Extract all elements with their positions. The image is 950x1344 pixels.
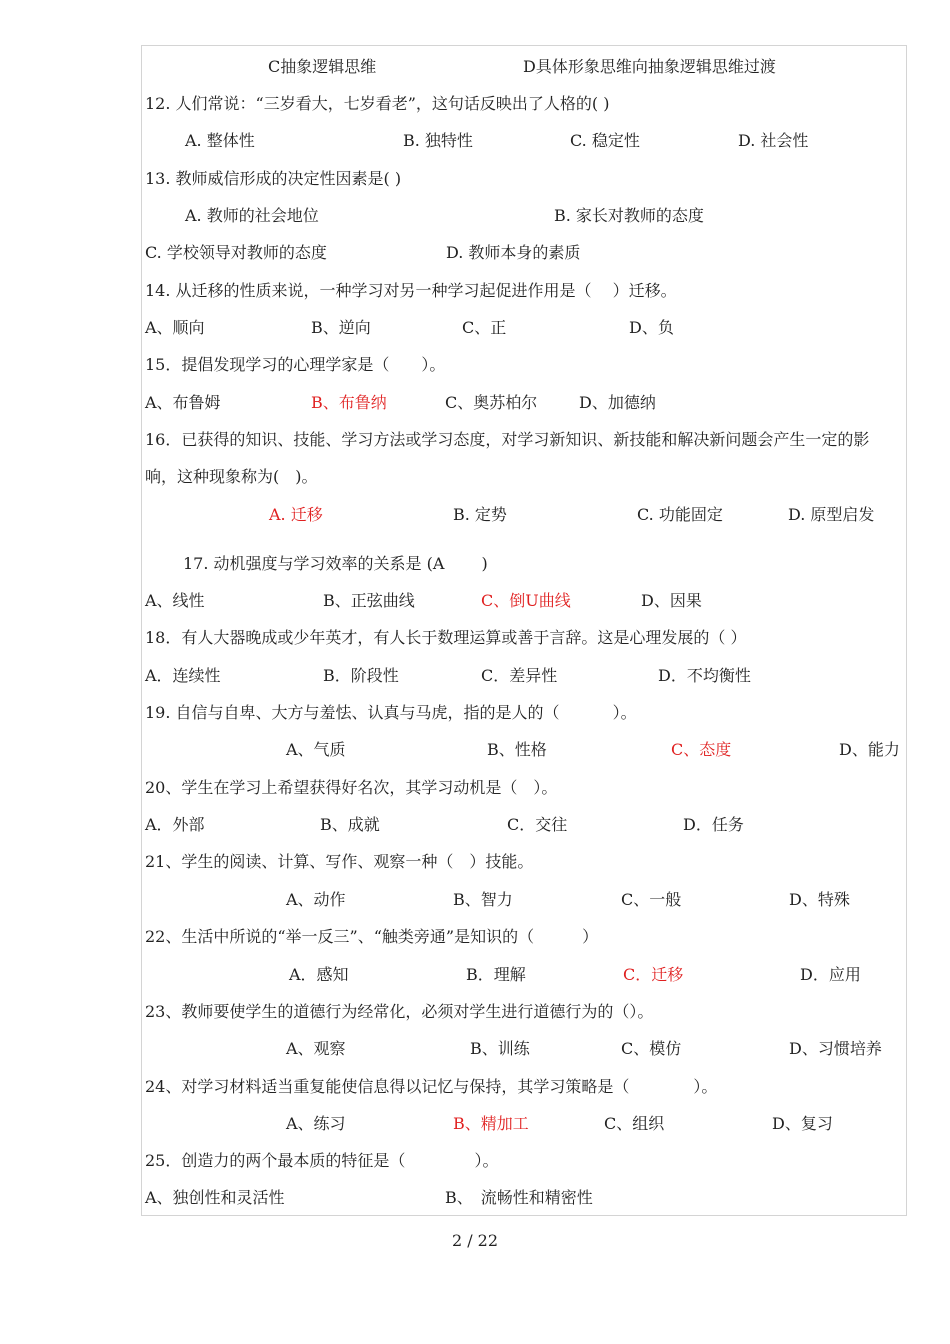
q19-option-d: D、能力 <box>839 740 900 759</box>
q13-option-c: C. 学校领导对教师的态度 <box>145 243 327 262</box>
q15-option-d: D、加德纳 <box>579 393 656 412</box>
question-17: 17. 动机强度与学习效率的关系是 (A ) <box>183 554 488 573</box>
q19-option-b: B、性格 <box>487 740 547 759</box>
q13-option-a: A. 教师的社会地位 <box>185 206 319 225</box>
q14-option-d: D、负 <box>629 318 674 337</box>
q19-option-c-answer: C、态度 <box>671 740 732 759</box>
q22-option-c-answer: C．迁移 <box>623 965 684 984</box>
q14-option-a: A、顺向 <box>145 318 205 337</box>
q18-option-d: D．不均衡性 <box>658 666 751 685</box>
q13-option-b: B. 家长对教师的态度 <box>554 206 704 225</box>
q17-option-b: B、正弦曲线 <box>323 591 415 610</box>
q12-option-d: D. 社会性 <box>738 131 809 150</box>
q12-option-b: B. 独特性 <box>403 131 473 150</box>
question-16-line1: 16．已获得的知识、技能、学习方法或学习态度，对学习新知识、新技能和解决新问题会产生一定的影 <box>145 430 870 449</box>
question-20: 20、学生在学习上希望获得好名次，其学习动机是（ ）。 <box>145 778 558 797</box>
q23-option-a: A、观察 <box>286 1039 346 1058</box>
q15-option-b-answer: B、布鲁纳 <box>311 393 387 412</box>
q17-option-c-answer: C、倒U曲线 <box>481 591 571 610</box>
q25-option-b: B、 流畅性和精密性 <box>445 1188 593 1207</box>
q18-option-a: A．连续性 <box>145 666 221 685</box>
q19-option-a: A、气质 <box>286 740 346 759</box>
q23-option-c: C、模仿 <box>621 1039 682 1058</box>
q15-option-a: A、布鲁姆 <box>145 393 221 412</box>
q20-option-c: C．交往 <box>507 815 568 834</box>
q23-option-b: B、训练 <box>470 1039 530 1058</box>
page-number: 2 / 22 <box>451 1231 499 1250</box>
q21-option-c: C、一般 <box>621 890 682 909</box>
question-15: 15．提倡发现学习的心理学家是（ ）。 <box>145 355 446 374</box>
q21-option-a: A、动作 <box>286 890 346 909</box>
q22-option-b: B．理解 <box>466 965 526 984</box>
q24-option-b-answer: B、精加工 <box>453 1114 529 1133</box>
q20-option-a: A．外部 <box>145 815 205 834</box>
option-c-abstract-logic: C抽象逻辑思维 <box>268 57 377 76</box>
question-18: 18．有人大器晚成或少年英才，有人长于数理运算或善于言辞。这是心理发展的（ ） <box>145 628 747 647</box>
q15-option-c: C、奥苏柏尔 <box>445 393 538 412</box>
question-21: 21、学生的阅读、计算、写作、观察一种（ ）技能。 <box>145 852 534 871</box>
q17-option-d: D、因果 <box>641 591 702 610</box>
q14-option-b: B、逆向 <box>311 318 371 337</box>
question-22: 22、生活中所说的“举一反三”、“触类旁通”是知识的（ ） <box>145 927 599 946</box>
q21-option-b: B、智力 <box>453 890 513 909</box>
option-d-transition: D具体形象思维向抽象逻辑思维过渡 <box>523 57 776 76</box>
q24-option-d: D、复习 <box>772 1114 833 1133</box>
q16-option-a-answer: A. 迁移 <box>269 505 323 524</box>
q24-option-a: A、练习 <box>286 1114 346 1133</box>
q21-option-d: D、特殊 <box>789 890 850 909</box>
q16-option-d: D. 原型启发 <box>788 505 875 524</box>
question-24: 24、对学习材料适当重复能使信息得以记忆与保持，其学习策略是（ ）。 <box>145 1077 718 1096</box>
q23-option-d: D、习惯培养 <box>789 1039 882 1058</box>
q22-option-a: A．感知 <box>289 965 349 984</box>
question-12: 12. 人们常说：“三岁看大，七岁看老”，这句话反映出了人格的( ) <box>145 94 610 113</box>
q22-option-d: D．应用 <box>800 965 861 984</box>
question-14: 14. 从迁移的性质来说，一种学习对另一种学习起促进作用是（ ）迁移。 <box>145 281 677 300</box>
q12-option-a: A. 整体性 <box>185 131 255 150</box>
question-16-line2: 响，这种现象称为( )。 <box>145 467 318 486</box>
q16-option-b: B. 定势 <box>453 505 507 524</box>
q13-option-d: D. 教师本身的素质 <box>446 243 581 262</box>
q14-option-c: C、正 <box>462 318 507 337</box>
question-13: 13. 教师威信形成的决定性因素是( ) <box>145 169 402 188</box>
q20-option-b: B、成就 <box>320 815 380 834</box>
q16-option-c: C. 功能固定 <box>637 505 723 524</box>
q25-option-a: A、独创性和灵活性 <box>145 1188 285 1207</box>
q17-option-a: A、线性 <box>145 591 205 610</box>
question-25: 25．创造力的两个最本质的特征是（ ）。 <box>145 1151 499 1170</box>
q20-option-d: D．任务 <box>683 815 744 834</box>
q12-option-c: C. 稳定性 <box>570 131 640 150</box>
q18-option-c: C．差异性 <box>481 666 558 685</box>
q24-option-c: C、组织 <box>604 1114 665 1133</box>
q18-option-b: B．阶段性 <box>323 666 399 685</box>
question-19: 19. 自信与自卑、大方与羞怯、认真与马虎，指的是人的（ ）。 <box>145 703 637 722</box>
question-23: 23、教师要使学生的道德行为经常化，必须对学生进行道德行为的（）。 <box>145 1002 654 1021</box>
